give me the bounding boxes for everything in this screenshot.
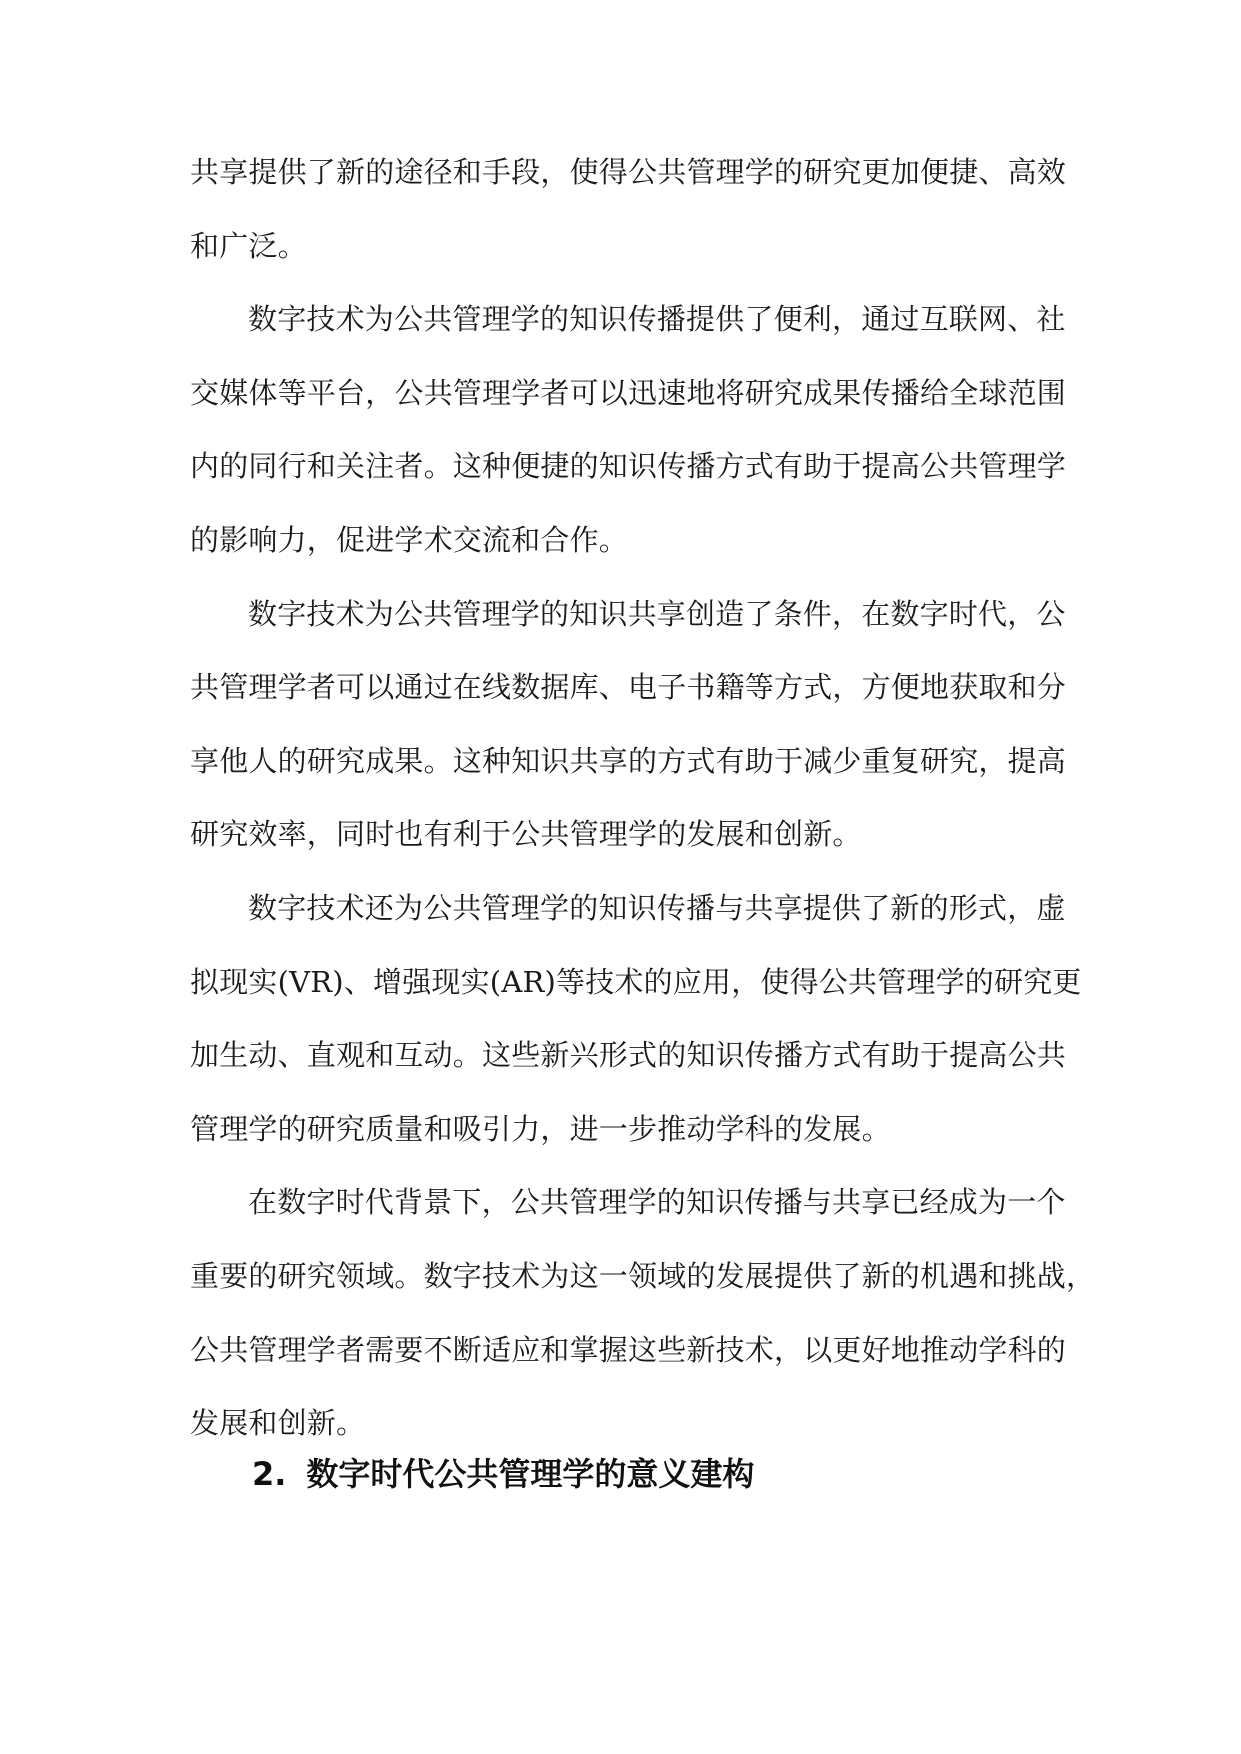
text-line: 公共管理学者需要不断适应和掌握这些新技术，以更好地推动学科的 — [190, 1332, 1067, 1367]
text-line: 管理学的研究质量和吸引力，进一步推动学科的发展。 — [190, 1111, 891, 1146]
text-line: 的影响力，促进学术交流和合作。 — [190, 522, 629, 557]
text-line: 加生动、直观和互动。这些新兴形式的知识传播方式有助于提高公共 — [190, 1038, 1067, 1073]
text-line: 拟现实(VR)、增强现实(AR)等技术的应用，使得公共管理学的研究更 — [190, 964, 1082, 999]
paragraph-start-line: 数字技术为公共管理学的知识传播提供了便利，通过互联网、社 — [248, 302, 1066, 337]
text-line: 内的同行和关注者。这种便捷的知识传播方式有助于提高公共管理学 — [190, 449, 1067, 484]
section-title: 数字时代公共管理学的意义建构 — [306, 1455, 755, 1493]
section-number: 2. — [252, 1455, 287, 1493]
paragraph-start-line: 数字技术为公共管理学的知识共享创造了条件，在数字时代，公 — [248, 596, 1066, 631]
section-heading — [252, 1454, 754, 1494]
text-line: 享他人的研究成果。这种知识共享的方式有助于减少重复研究，提高 — [190, 743, 1067, 778]
text-line: 重要的研究领域。数字技术为这一领域的发展提供了新的机遇和挑战， — [190, 1258, 1096, 1293]
paragraph-start-line: 数字技术还为公共管理学的知识传播与共享提供了新的形式，虚 — [248, 890, 1066, 925]
body-text — [190, 136, 1096, 1461]
text-line: 研究效率，同时也有利于公共管理学的发展和创新。 — [190, 817, 862, 852]
text-line: 共管理学者可以通过在线数据库、电子书籍等方式，方便地获取和分 — [190, 670, 1067, 705]
text-line: 和广泛。 — [190, 228, 307, 263]
text-line: 共享提供了新的途径和手段，使得公共管理学的研究更加便捷、高效 — [190, 155, 1067, 189]
paragraph-start-line: 在数字时代背景下，公共管理学的知识传播与共享已经成为一个 — [248, 1185, 1066, 1220]
text-line: 交媒体等平台，公共管理学者可以迅速地将研究成果传播给全球范围 — [190, 375, 1067, 410]
text-line: 发展和创新。 — [190, 1406, 366, 1441]
